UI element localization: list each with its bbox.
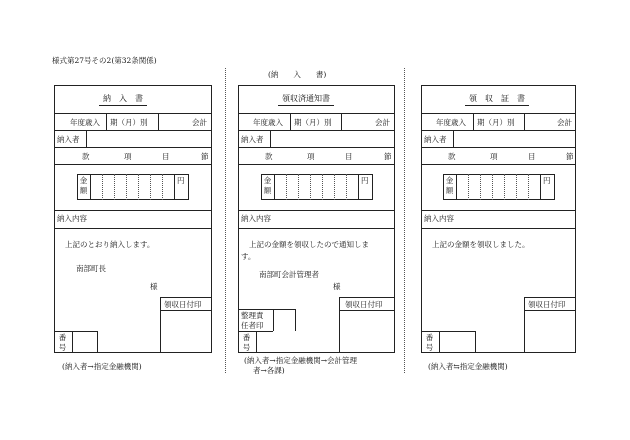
panel3-amount-box — [443, 174, 555, 200]
panel3-routing: (納入者⇆指定金融機関) — [428, 362, 508, 371]
panel2-yen-label: 円 — [361, 176, 369, 185]
panel2-total-label: 会計 — [375, 118, 390, 127]
panel1-account-moku: 目 — [162, 152, 170, 161]
panel2-payer-label: 納入者 — [241, 135, 264, 144]
panel2-year-label: 年度歳入 — [253, 118, 283, 127]
panel3-account-kan: 款 — [448, 152, 456, 161]
panel2-routing-line2: 者→各課) — [253, 366, 285, 375]
panel2-account-kan: 款 — [265, 152, 273, 161]
panel3-period-label: 期（月）別 — [477, 118, 515, 127]
panel1-yen-label: 円 — [177, 176, 185, 185]
cut-line-right — [404, 68, 405, 373]
panel2-seal-label-2: 任者印 — [241, 321, 264, 330]
panel3-account-kou: 項 — [490, 152, 498, 161]
panel1-amount-box — [77, 174, 189, 200]
panel1-issuer: 南部町長 — [76, 264, 106, 273]
panel1-year-label: 年度歳入 — [70, 118, 100, 127]
panel1-payer-label: 納入者 — [57, 135, 80, 144]
panel2-account-moku: 目 — [345, 152, 353, 161]
panel1-period-label: 期（月）別 — [110, 118, 148, 127]
panel2-title: 領収済通知書 — [278, 93, 334, 106]
center-heading: (納 入 書) — [268, 70, 327, 79]
panel1-routing: (納入者→指定金融機関) — [62, 362, 142, 371]
panel2-issuer: 南部町会計管理者 — [259, 270, 319, 279]
panel3-year-label: 年度歳入 — [436, 118, 466, 127]
panel2-stamp-label: 領収日付印 — [345, 300, 383, 309]
panel3-amount-label: 金額 — [445, 176, 454, 195]
cut-line-left — [225, 68, 226, 373]
panel2-content-label: 納入内容 — [241, 214, 271, 223]
panel1-account-kou: 項 — [124, 152, 132, 161]
panel1-number-label: 番号 — [58, 333, 67, 352]
panel3-account-moku: 目 — [528, 152, 536, 161]
panel2-sama: 様 — [333, 282, 341, 291]
panel2-amount-label: 金額 — [263, 176, 272, 195]
panel1-message: 上記のとおり納入します。 — [65, 240, 155, 249]
panel2-message-line1: 上記の金額を領収したので通知しま — [249, 240, 369, 249]
panel3-content-label: 納入内容 — [424, 214, 454, 223]
panel3-payer-label: 納入者 — [424, 135, 447, 144]
panel2-message-line2: す。 — [241, 252, 256, 261]
panel1-sama: 様 — [150, 282, 158, 291]
panel3-stamp-label: 領収日付印 — [528, 300, 566, 309]
panel2-amount-box — [261, 174, 373, 200]
panel2-seal-label-1: 整理責 — [241, 311, 264, 320]
panel1-account-setsu: 節 — [201, 152, 209, 161]
panel2-period-label: 期（月）別 — [294, 118, 332, 127]
panel3-yen-label: 円 — [543, 176, 551, 185]
panel3-message: 上記の金額を領収しました。 — [432, 240, 530, 249]
panel2-routing-line1: (納入者→指定金融機関→会計管理 — [244, 356, 357, 365]
panel3-title: 領 収 証 書 — [465, 93, 529, 106]
panel1-stamp-label: 領収日付印 — [164, 300, 202, 309]
panel1-account-kan: 款 — [82, 152, 90, 161]
panel1-amount-label: 金額 — [79, 176, 88, 195]
panel2-account-setsu: 節 — [384, 152, 392, 161]
form-id: 様式第27号その2(第32条関係) — [52, 56, 157, 65]
panel3-total-label: 会計 — [557, 118, 572, 127]
panel2-account-kou: 項 — [307, 152, 315, 161]
panel3-account-setsu: 節 — [566, 152, 574, 161]
panel3-number-label: 番号 — [425, 333, 434, 352]
panel1-total-label: 会計 — [192, 118, 207, 127]
panel2-number-label: 番号 — [242, 333, 251, 352]
panel1-title: 納 入 書 — [99, 93, 147, 106]
panel1-content-label: 納入内容 — [57, 214, 87, 223]
